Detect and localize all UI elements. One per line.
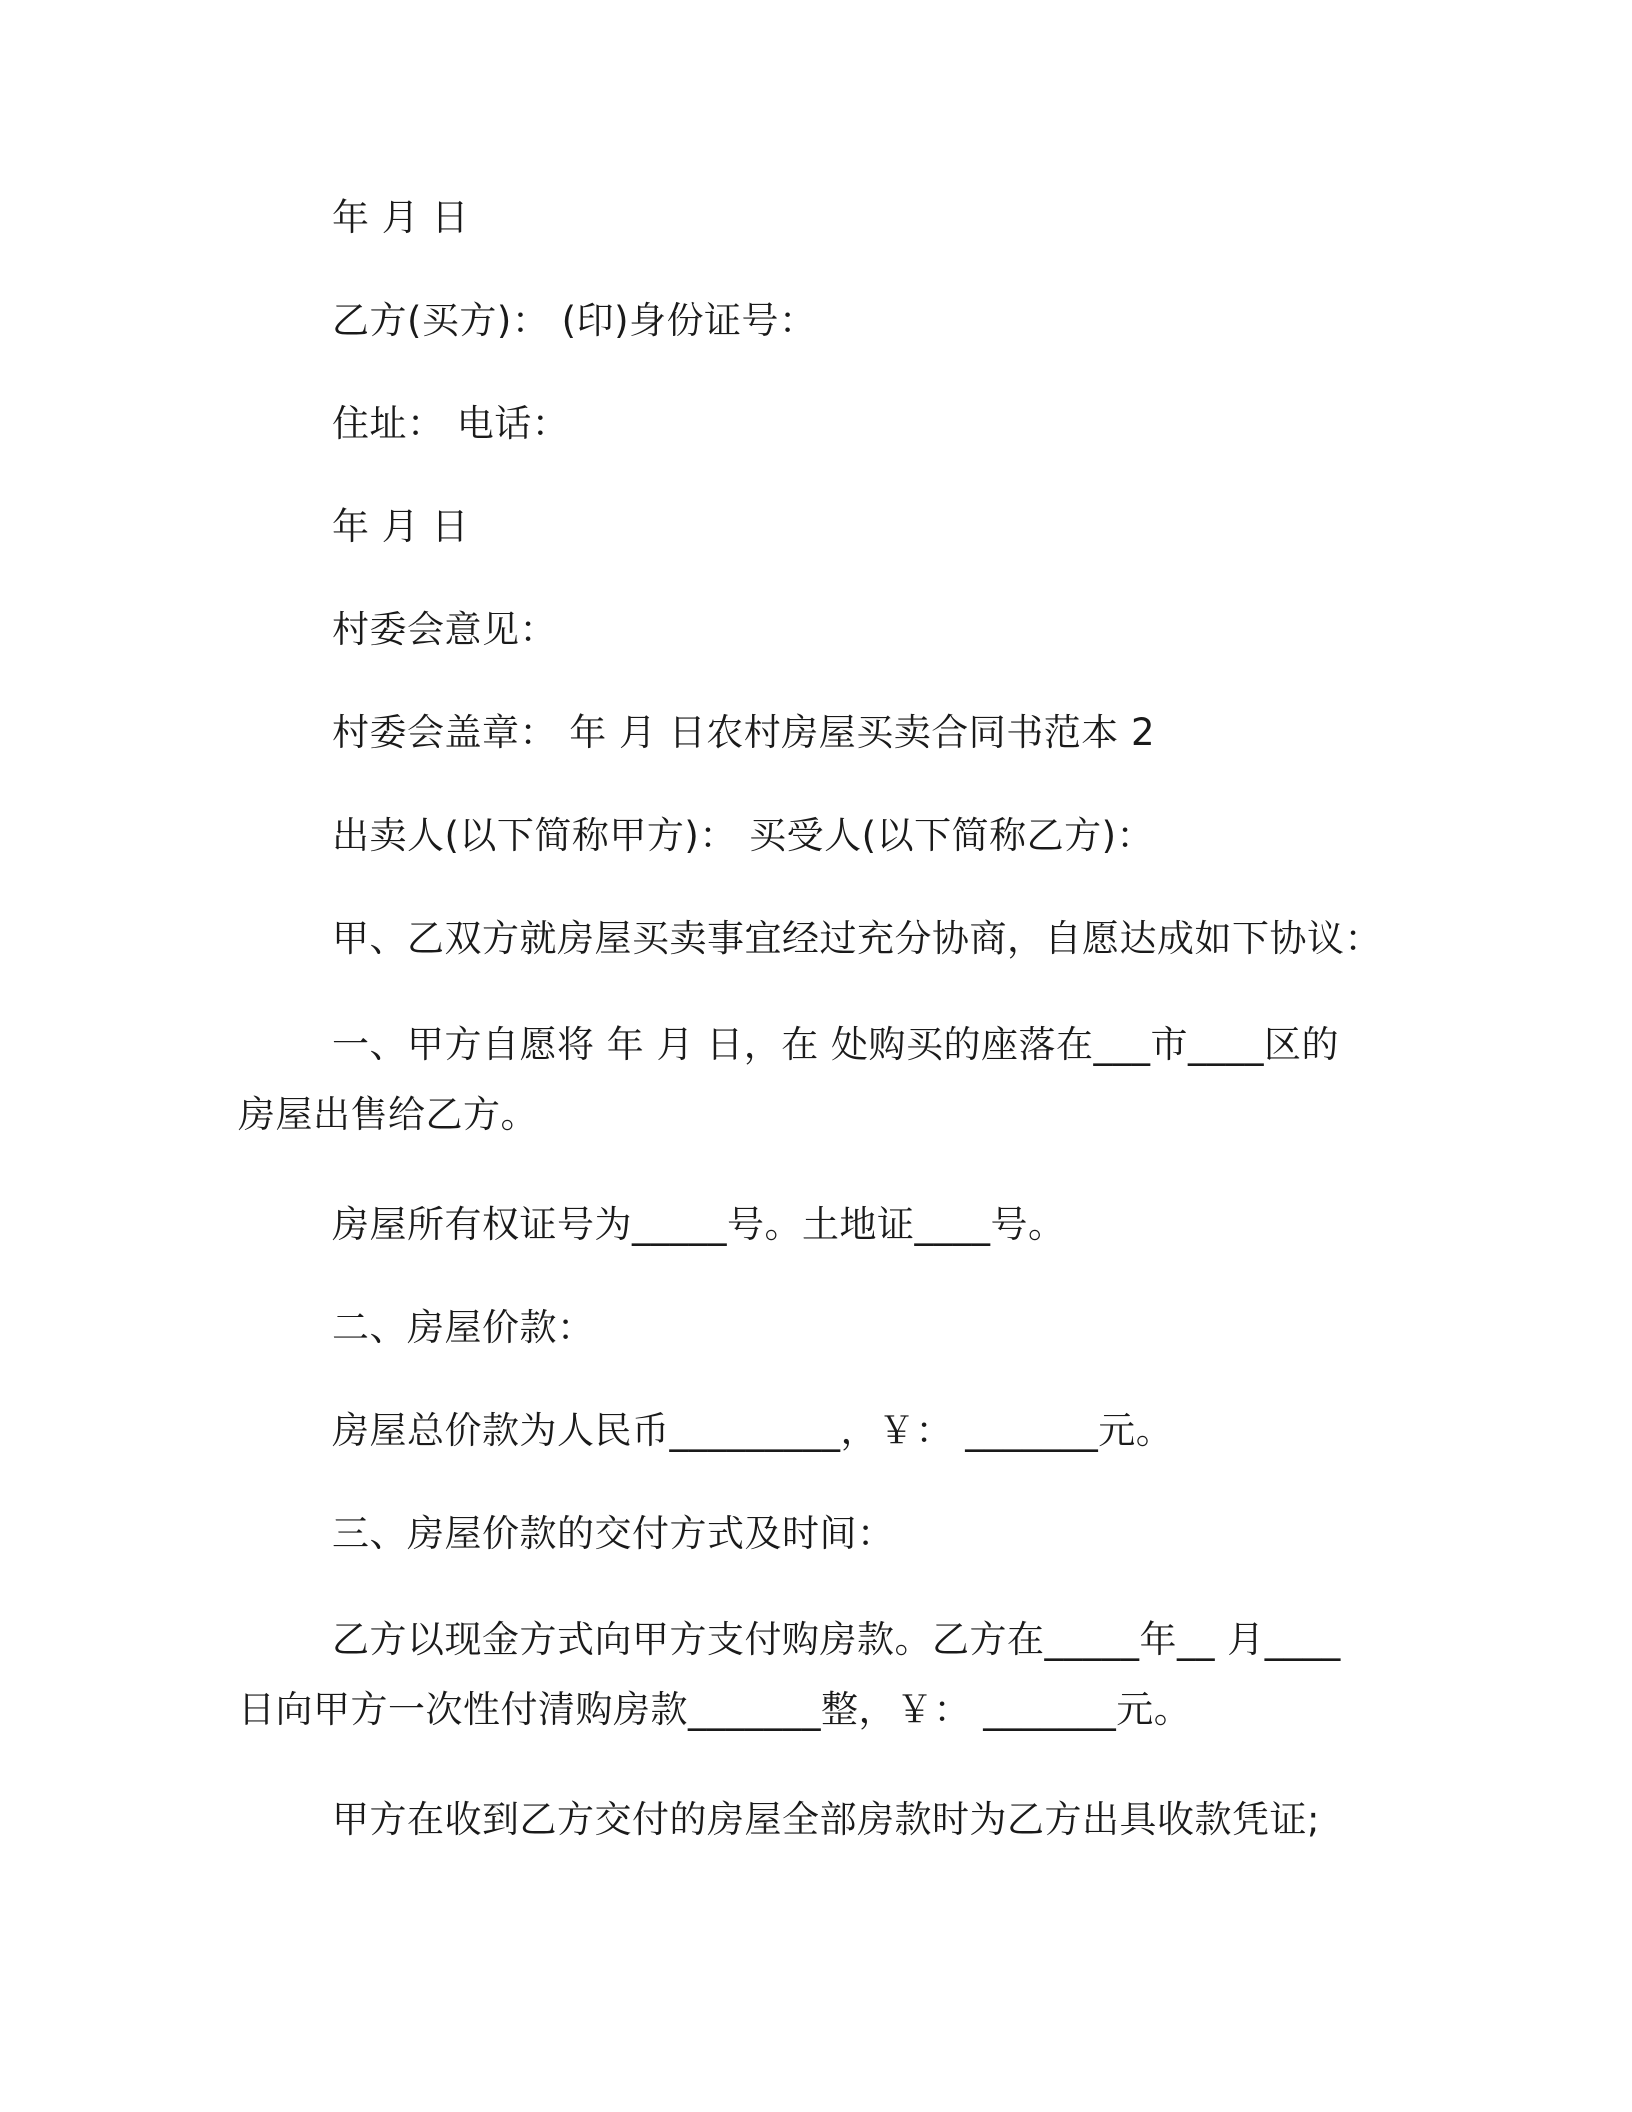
- buyer-signature-line: 乙方(买方)： (印)身份证号：: [332, 299, 817, 342]
- date-line-buyer: 年 月 日: [332, 505, 470, 548]
- clause-2-heading: 二、房屋价款：: [332, 1306, 595, 1349]
- certificate-numbers-line: 房屋所有权证号为_____号。土地证____号。: [332, 1203, 1066, 1246]
- village-committee-seal-and-title: 村委会盖章： 年 月 日农村房屋买卖合同书范本 2: [332, 711, 1156, 754]
- payment-paragraph: 乙方以现金方式向甲方支付购房款。乙方在_____年__ 月____日向甲方一次性付清购房款_______整，￥： _______元。: [238, 1618, 1341, 1731]
- agreement-intro: 甲、乙双方就房屋买卖事宜经过充分协商，自愿达成如下协议：: [332, 917, 1382, 960]
- clause-1-paragraph: 一、甲方自愿将 年 月 日，在 处购买的座落在___市____区的房屋出售给乙方。: [238, 1023, 1340, 1136]
- total-price-line: 房屋总价款为人民币_________，￥： _______元。: [332, 1409, 1174, 1452]
- receipt-line: 甲方在收到乙方交付的房屋全部房款时为乙方出具收款凭证;: [332, 1798, 1320, 1841]
- parties-line: 出卖人(以下简称甲方)： 买受人(以下简称乙方)：: [332, 814, 1155, 857]
- clause-3-heading: 三、房屋价款的交付方式及时间：: [332, 1512, 895, 1555]
- date-line-seller: 年 月 日: [332, 196, 470, 239]
- buyer-address-line: 住址： 电话：: [332, 402, 570, 445]
- village-committee-opinion: 村委会意见：: [332, 608, 557, 651]
